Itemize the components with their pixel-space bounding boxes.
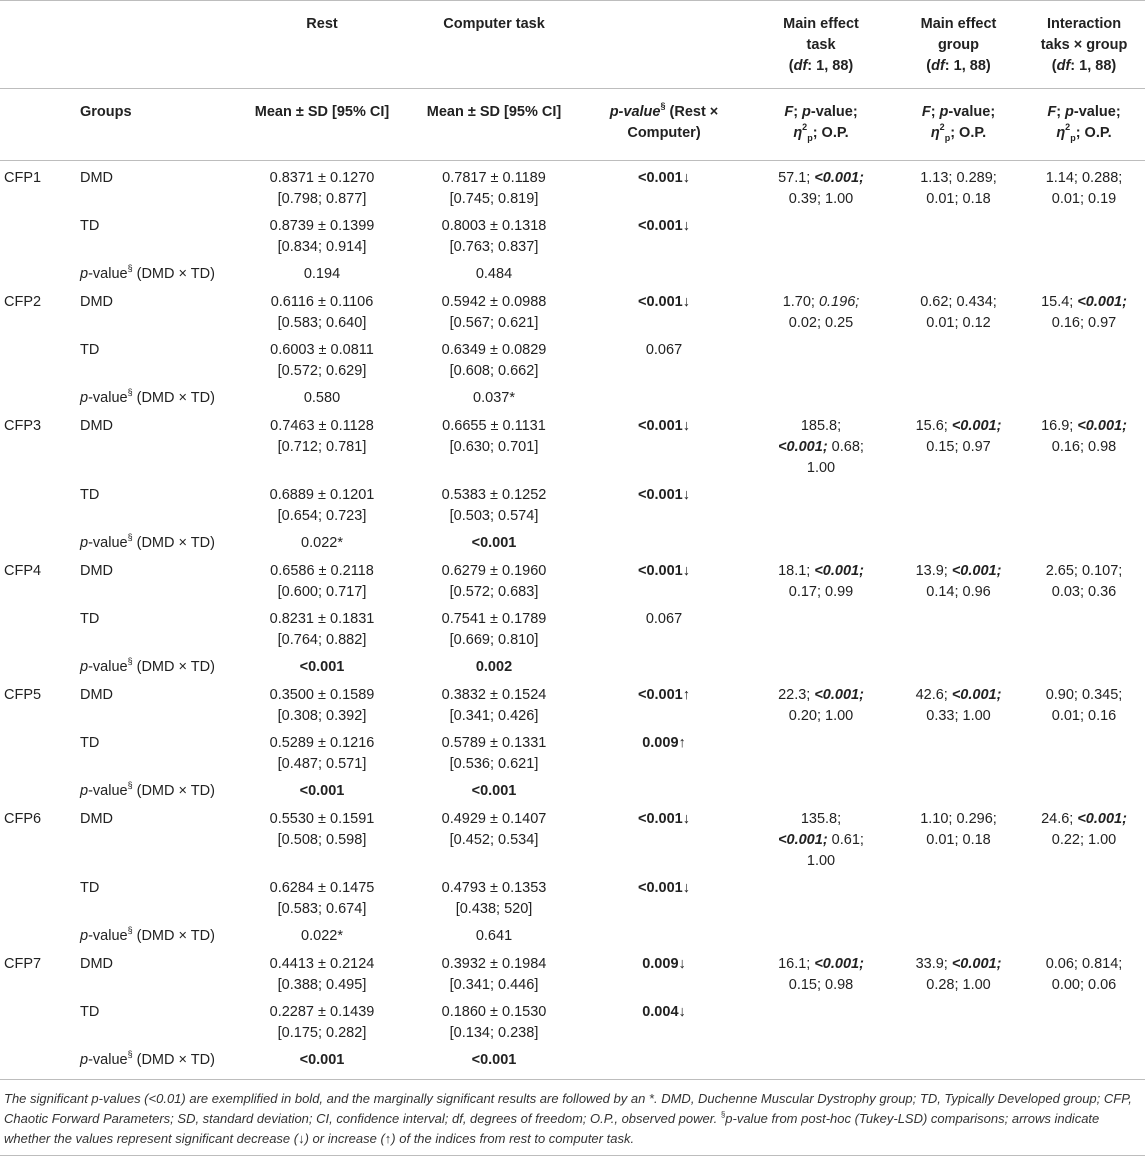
col-rest-mean: Mean ± SD [95% CI] [254,104,390,120]
cfp-label: CFP2 [4,294,42,310]
col-main-effect-task: Main effect task (df: 1, 88) [783,16,859,74]
col-rest: Rest [306,16,338,32]
table-row: CFP4 DMD 0.6586 ± 0.2118 [0.600; 0.717] 0.6279 ± 0.1960 [0.572; 0.683] <0.001↓ 18.1; <0.001; 0.17; 0.99 13.9; <0.001; 0.14; 0.96 2.65; 0.107; 0.03; 0.36 [0,558,1145,606]
table-footnote: The significant p-values (<0.01) are exemplified in bold, and the marginally significant results are followed by an *. DMD, Duchenne Muscular Dystrophy group; TD, Typically Developed group; CFP, Chaotic Forward Parameters; SD, standard deviation; CI, confidence interval; df, degrees of freedom; O.P., observed power. §p-value from post-hoc (Tukey-LSD) comparisons; arrows indicate whether the values represent significant decrease (↓) or increase (↑) of the indices from rest to computer task. [0,1079,1145,1156]
header-row-2 [0,89,1145,161]
table-row: p-value§ (DMD × TD) 0.022* <0.001 [80,532,517,551]
col-main-effect-group: Main effect group (df: 1, 88) [920,16,997,74]
table-row: p-value§ (DMD × TD) 0.022* 0.641 [80,925,513,944]
header-row-1 [0,1,1145,89]
col-group-stats: F; p-value; $\eta^2_p$; O.P. [921,104,996,143]
cfp-label: CFP4 [4,563,42,579]
col-groups: Groups [80,104,132,120]
cfp-label: CFP6 [4,811,42,827]
table-row: TD 0.2287 ± 0.1439 [0.175; 0.282] 0.1860 ± 0.1530 [0.134; 0.238] 0.004↓ [80,1004,686,1041]
table-row: p-value§ (DMD × TD) <0.001 <0.001 [80,780,517,799]
col-task-stats: F; p-value; $\eta^2_p$; O.P. [784,104,858,143]
table-row: TD 0.6889 ± 0.1201 [0.654; 0.723] 0.5383 ± 0.1252 [0.503; 0.574] <0.001↓ [80,487,690,524]
table-row: TD 0.5289 ± 0.1216 [0.487; 0.571] 0.5789 ± 0.1331 [0.536; 0.621] 0.009↑ [80,735,686,772]
table-row: CFP6 DMD 0.5530 ± 0.1591 [0.508; 0.598] 0.4929 ± 0.1407 [0.452; 0.534] <0.001↓ 135.8; <0.001; 0.61; 1.00 1.10; 0.296; 0.01; 0.18 24.6; <0.001; 0.22; 1.00 [0,806,1145,875]
cfp-label: CFP3 [4,418,42,434]
table-row: p-value§ (DMD × TD) 0.194 0.484 [80,263,513,282]
table-row: TD 0.8739 ± 0.1399 [0.834; 0.914] 0.8003 ± 0.1318 [0.763; 0.837] <0.001↓ [80,218,690,255]
col-interaction: Interaction taks × group (df: 1, 88) [1040,16,1128,74]
table-row: TD 0.6003 ± 0.0811 [0.572; 0.629] 0.6349 ± 0.0829 [0.608; 0.662] 0.067 [80,342,683,379]
table-row: CFP3 DMD 0.7463 ± 0.1128 [0.712; 0.781] 0.6655 ± 0.1131 [0.630; 0.701] <0.001↓ 185.8; <0.001; 0.68; 1.00 15.6; <0.001; 0.15; 0.97 16.9; <0.001; 0.16; 0.98 [0,413,1145,482]
cfp-label: CFP5 [4,687,42,703]
table-row: p-value§ (DMD × TD) 0.580 0.037* [80,387,515,406]
cfp-label: CFP1 [4,170,42,186]
table-row: TD 0.8231 ± 0.1831 [0.764; 0.882] 0.7541 ± 0.1789 [0.669; 0.810] 0.067 [80,611,683,648]
table-row: CFP2 DMD 0.6116 ± 0.1106 [0.583; 0.640] 0.5942 ± 0.0988 [0.567; 0.621] <0.001↓ 1.70; 0.196; 0.02; 0.25 0.62; 0.434; 0.01; 0.12 15.4; <0.001; 0.16; 0.97 [0,289,1145,337]
col-computer-task: Computer task [443,16,545,32]
table-row: CFP7 DMD 0.4413 ± 0.2124 [0.388; 0.495] 0.3932 ± 0.1984 [0.341; 0.446] 0.009↓ 16.1; <0.001; 0.15; 0.98 33.9; <0.001; 0.28; 1.00 0.06; 0.814; 0.00; 0.06 [0,951,1145,999]
col-inter-stats: F; p-value; $\eta^2_p$; O.P. [1047,104,1121,143]
cfp-label: CFP7 [4,956,42,972]
col-pvalue: p-value§ (Rest × Computer) [609,101,719,141]
table-row: p-value§ (DMD × TD) <0.001 <0.001 [80,1049,517,1068]
table-row: CFP5 DMD 0.3500 ± 0.1589 [0.308; 0.392] 0.3832 ± 0.1524 [0.341; 0.426] <0.001↑ 22.3; <0.001; 0.20; 1.00 42.6; <0.001; 0.33; 1.00 0.90; 0.345; 0.01; 0.16 [0,682,1145,730]
table-row: CFP1 DMD 0.8371 ± 0.1270 [0.798; 0.877] 0.7817 ± 0.1189 [0.745; 0.819] <0.001↓ 57.1; <0.001; 0.39; 1.00 1.13; 0.289; 0.01; 0.18 1.14; 0.288; 0.01; 0.19 [0,161,1145,214]
table-row: TD 0.6284 ± 0.1475 [0.583; 0.674] 0.4793 ± 0.1353 [0.438; 520] <0.001↓ [80,880,690,917]
table-row: p-value§ (DMD × TD) <0.001 0.002 [80,656,513,675]
col-comp-mean: Mean ± SD [95% CI] [426,104,562,120]
